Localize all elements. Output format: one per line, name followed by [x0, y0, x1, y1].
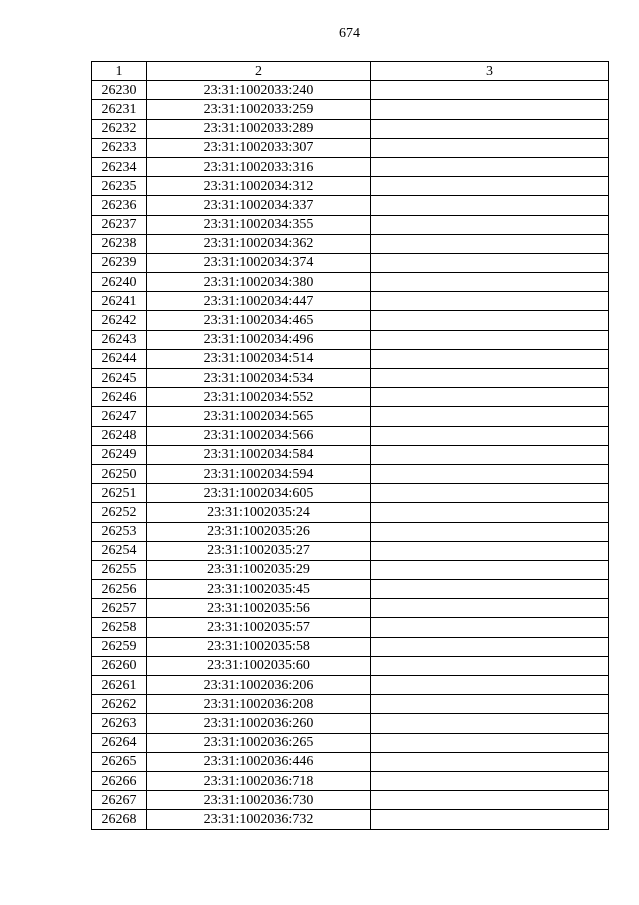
- row-number-cell: 26243: [92, 330, 147, 349]
- row-number-cell: 26255: [92, 560, 147, 579]
- cadastral-number-cell: 23:31:1002035:26: [147, 522, 371, 541]
- row-number-cell: 26241: [92, 292, 147, 311]
- cadastral-number-cell: 23:31:1002035:24: [147, 503, 371, 522]
- cadastral-number-cell: 23:31:1002035:58: [147, 637, 371, 656]
- table-row: [92, 138, 609, 157]
- notes-cell: [371, 273, 609, 292]
- row-number-cell: 26265: [92, 752, 147, 771]
- row-number-cell: 26245: [92, 369, 147, 388]
- notes-cell: [371, 330, 609, 349]
- row-number-cell: 26258: [92, 618, 147, 637]
- row-number-cell: 26238: [92, 234, 147, 253]
- notes-cell: [371, 426, 609, 445]
- notes-cell: [371, 292, 609, 311]
- row-number-cell: 26231: [92, 100, 147, 119]
- table-row: [92, 311, 609, 330]
- notes-cell: [371, 599, 609, 618]
- column-header-3: 3: [371, 62, 609, 81]
- cadastral-number-cell: 23:31:1002036:718: [147, 771, 371, 790]
- cadastral-number-cell: 23:31:1002036:206: [147, 676, 371, 695]
- cadastral-number-cell: 23:31:1002034:565: [147, 407, 371, 426]
- notes-cell: [371, 119, 609, 138]
- table-row: [92, 369, 609, 388]
- row-number-cell: 26230: [92, 81, 147, 100]
- notes-cell: [371, 541, 609, 560]
- column-header-2: 2: [147, 62, 371, 81]
- row-number-cell: 26250: [92, 464, 147, 483]
- notes-cell: [371, 196, 609, 215]
- cadastral-number-cell: 23:31:1002033:307: [147, 138, 371, 157]
- notes-cell: [371, 464, 609, 483]
- table-row: [92, 273, 609, 292]
- cadastral-number-cell: 23:31:1002036:730: [147, 791, 371, 810]
- row-number-cell: 26264: [92, 733, 147, 752]
- notes-cell: [371, 560, 609, 579]
- table-row: [92, 618, 609, 637]
- cadastral-number-cell: 23:31:1002035:60: [147, 656, 371, 675]
- cadastral-number-cell: 23:31:1002036:208: [147, 695, 371, 714]
- cadastral-number-cell: 23:31:1002035:27: [147, 541, 371, 560]
- notes-cell: [371, 311, 609, 330]
- notes-cell: [371, 618, 609, 637]
- row-number-cell: 26248: [92, 426, 147, 445]
- cadastral-number-cell: 23:31:1002034:584: [147, 445, 371, 464]
- cadastral-number-cell: 23:31:1002036:260: [147, 714, 371, 733]
- row-number-cell: 26234: [92, 157, 147, 176]
- notes-cell: [371, 503, 609, 522]
- row-number-cell: 26267: [92, 791, 147, 810]
- row-number-cell: 26246: [92, 388, 147, 407]
- column-header-1: 1: [92, 62, 147, 81]
- row-number-cell: 26242: [92, 311, 147, 330]
- row-number-cell: 26249: [92, 445, 147, 464]
- cadastral-number-cell: 23:31:1002034:566: [147, 426, 371, 445]
- row-number-cell: 26251: [92, 484, 147, 503]
- row-number-cell: 26259: [92, 637, 147, 656]
- cadastral-number-cell: 23:31:1002033:316: [147, 157, 371, 176]
- row-number-cell: 26268: [92, 810, 147, 829]
- notes-cell: [371, 695, 609, 714]
- row-number-cell: 26266: [92, 771, 147, 790]
- table-row: [92, 733, 609, 752]
- cadastral-number-cell: 23:31:1002035:57: [147, 618, 371, 637]
- table-row: [92, 676, 609, 695]
- notes-cell: [371, 733, 609, 752]
- cadastral-number-cell: 23:31:1002033:289: [147, 119, 371, 138]
- cadastral-number-cell: 23:31:1002035:29: [147, 560, 371, 579]
- table-row: [92, 177, 609, 196]
- table-row: [92, 503, 609, 522]
- cadastral-number-cell: 23:31:1002034:362: [147, 234, 371, 253]
- notes-cell: [371, 791, 609, 810]
- cadastral-number-cell: 23:31:1002036:265: [147, 733, 371, 752]
- notes-cell: [371, 407, 609, 426]
- table-row: [92, 388, 609, 407]
- row-number-cell: 26240: [92, 273, 147, 292]
- notes-cell: [371, 100, 609, 119]
- table-row: [92, 464, 609, 483]
- cadastral-number-cell: 23:31:1002034:312: [147, 177, 371, 196]
- notes-cell: [371, 445, 609, 464]
- notes-cell: [371, 388, 609, 407]
- notes-cell: [371, 81, 609, 100]
- table-row: [92, 810, 609, 829]
- notes-cell: [371, 369, 609, 388]
- notes-cell: [371, 752, 609, 771]
- row-number-cell: 26262: [92, 695, 147, 714]
- cadastral-number-cell: 23:31:1002036:446: [147, 752, 371, 771]
- table-row: [92, 215, 609, 234]
- table-row: [92, 292, 609, 311]
- cadastral-table: [91, 61, 609, 830]
- row-number-cell: 26263: [92, 714, 147, 733]
- notes-cell: [371, 810, 609, 829]
- notes-cell: [371, 253, 609, 272]
- row-number-cell: 26244: [92, 349, 147, 368]
- notes-cell: [371, 637, 609, 656]
- table-row: [92, 541, 609, 560]
- table-row: [92, 484, 609, 503]
- row-number-cell: 26232: [92, 119, 147, 138]
- table-row: [92, 714, 609, 733]
- notes-cell: [371, 656, 609, 675]
- table-row: [92, 253, 609, 272]
- table-row: [92, 656, 609, 675]
- row-number-cell: 26233: [92, 138, 147, 157]
- cadastral-number-cell: 23:31:1002034:534: [147, 369, 371, 388]
- table-row: [92, 196, 609, 215]
- cadastral-number-cell: 23:31:1002034:374: [147, 253, 371, 272]
- cadastral-number-cell: 23:31:1002034:605: [147, 484, 371, 503]
- table-row: [92, 81, 609, 100]
- table-row: [92, 234, 609, 253]
- table-row: [92, 695, 609, 714]
- notes-cell: [371, 484, 609, 503]
- notes-cell: [371, 580, 609, 599]
- notes-cell: [371, 522, 609, 541]
- cadastral-number-cell: 23:31:1002035:45: [147, 580, 371, 599]
- row-number-cell: 26247: [92, 407, 147, 426]
- cadastral-number-cell: 23:31:1002033:240: [147, 81, 371, 100]
- table-row: [92, 157, 609, 176]
- row-number-cell: 26256: [92, 580, 147, 599]
- cadastral-number-cell: 23:31:1002034:465: [147, 311, 371, 330]
- table-header-row: [92, 62, 609, 81]
- table-row: [92, 407, 609, 426]
- table-row: [92, 752, 609, 771]
- notes-cell: [371, 714, 609, 733]
- row-number-cell: 26239: [92, 253, 147, 272]
- cadastral-number-cell: 23:31:1002034:496: [147, 330, 371, 349]
- table-row: [92, 791, 609, 810]
- notes-cell: [371, 177, 609, 196]
- cadastral-number-cell: 23:31:1002034:594: [147, 464, 371, 483]
- table-row: [92, 771, 609, 790]
- row-number-cell: 26257: [92, 599, 147, 618]
- table-row: [92, 522, 609, 541]
- cadastral-number-cell: 23:31:1002036:732: [147, 810, 371, 829]
- table-body: [92, 81, 609, 829]
- table-row: [92, 580, 609, 599]
- table-row: [92, 445, 609, 464]
- notes-cell: [371, 676, 609, 695]
- table-row: [92, 426, 609, 445]
- table-row: [92, 349, 609, 368]
- cadastral-number-cell: 23:31:1002035:56: [147, 599, 371, 618]
- notes-cell: [371, 771, 609, 790]
- row-number-cell: 26260: [92, 656, 147, 675]
- cadastral-number-cell: 23:31:1002034:552: [147, 388, 371, 407]
- row-number-cell: 26237: [92, 215, 147, 234]
- table-row: [92, 330, 609, 349]
- row-number-cell: 26252: [92, 503, 147, 522]
- page-number: 674: [339, 26, 360, 41]
- row-number-cell: 26236: [92, 196, 147, 215]
- cadastral-number-cell: 23:31:1002034:447: [147, 292, 371, 311]
- notes-cell: [371, 215, 609, 234]
- notes-cell: [371, 234, 609, 253]
- row-number-cell: 26253: [92, 522, 147, 541]
- row-number-cell: 26235: [92, 177, 147, 196]
- cadastral-number-cell: 23:31:1002034:355: [147, 215, 371, 234]
- row-number-cell: 26261: [92, 676, 147, 695]
- notes-cell: [371, 157, 609, 176]
- table-row: [92, 560, 609, 579]
- table-row: [92, 100, 609, 119]
- cadastral-number-cell: 23:31:1002034:514: [147, 349, 371, 368]
- table-row: [92, 637, 609, 656]
- row-number-cell: 26254: [92, 541, 147, 560]
- table-row: [92, 599, 609, 618]
- cadastral-number-cell: 23:31:1002033:259: [147, 100, 371, 119]
- table-row: [92, 119, 609, 138]
- cadastral-number-cell: 23:31:1002034:380: [147, 273, 371, 292]
- notes-cell: [371, 138, 609, 157]
- notes-cell: [371, 349, 609, 368]
- cadastral-number-cell: 23:31:1002034:337: [147, 196, 371, 215]
